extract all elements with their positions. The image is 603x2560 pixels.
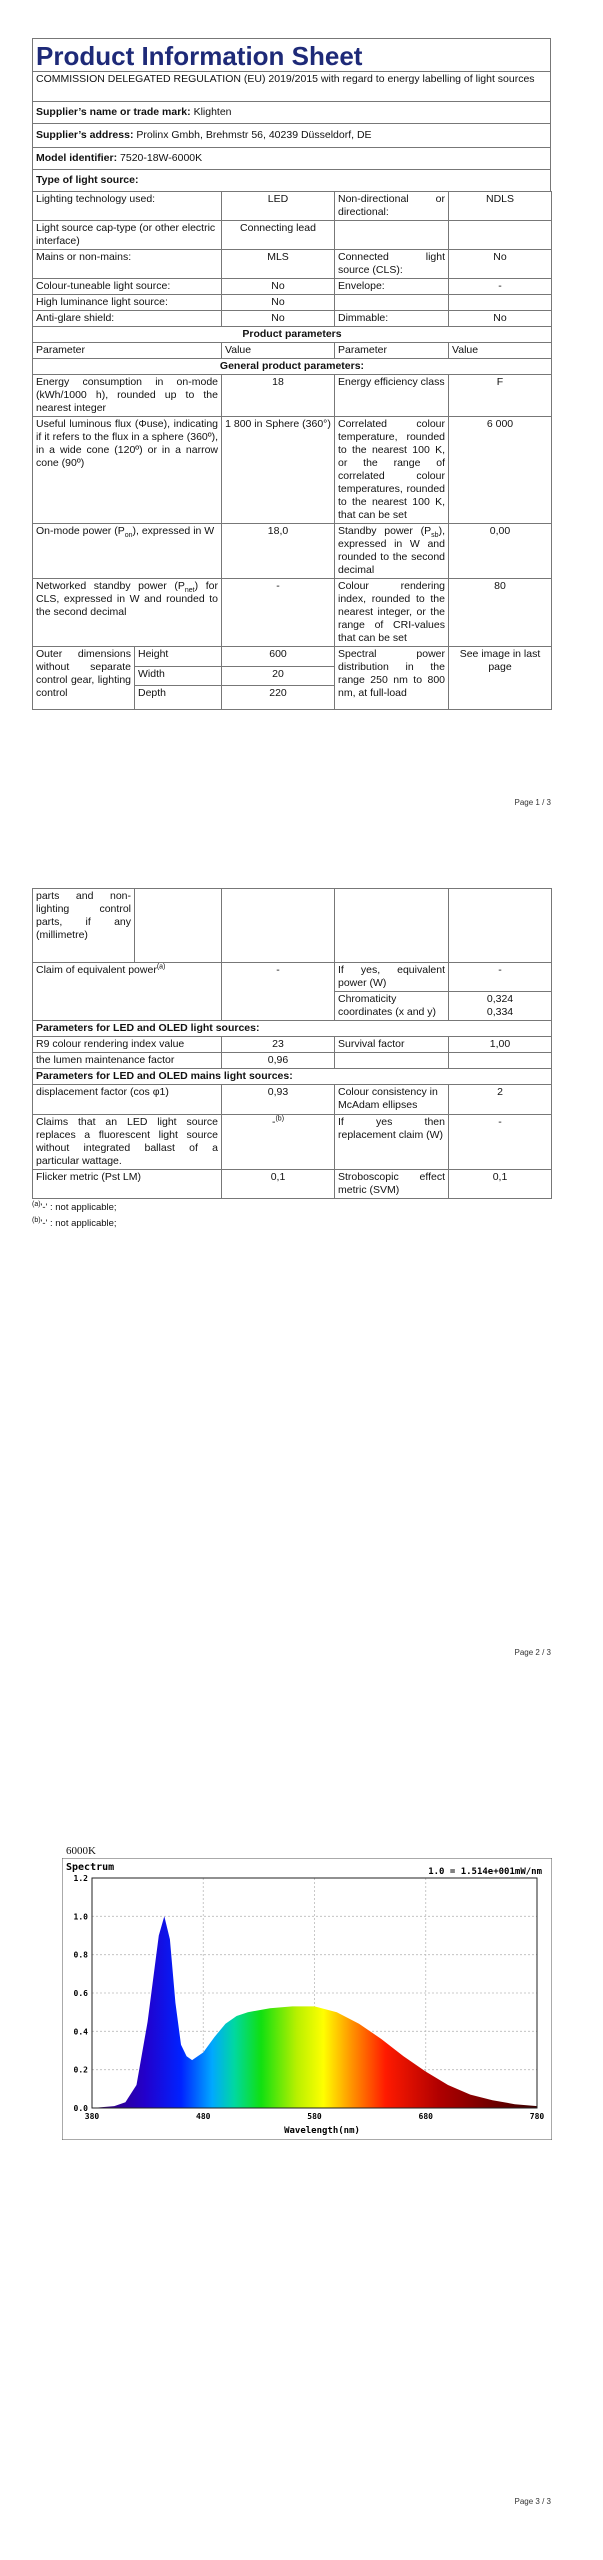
type-row: Lighting technology used: LED Non-directional or directional: NDLS: [33, 192, 552, 221]
param-row: the lumen maintenance factor 0,96: [33, 1053, 552, 1069]
page-number: Page 1 / 3: [514, 798, 551, 807]
cri-value: 80: [449, 579, 552, 647]
param-row: [33, 524, 552, 579]
chart-color-temperature-tag: 6000K: [66, 1845, 96, 1857]
equivalent-power-value: -: [449, 963, 552, 992]
y-tick-label: 0.0: [73, 2104, 88, 2113]
y-tick-label: 1.0: [73, 1912, 88, 1922]
model-label: Model identifier:: [36, 152, 118, 164]
product-parameters-heading: Product parameters: [33, 327, 552, 343]
standby-value: 0,00: [449, 524, 552, 579]
network-label: Networked standby power $(P_{net})$ for CLS, expressed in W and rounded to the second decimal: [33, 579, 222, 647]
supplier-address-label: Supplier’s address:: [36, 129, 134, 141]
supplier-name-value: Klighten: [193, 106, 232, 118]
cri-label: Colour rendering index, rounded to the nearest integer, or the range of CRI-values that can be set: [335, 579, 449, 647]
type-row: Mains or non-mains: MLS Connected light source (CLS): No: [33, 250, 552, 279]
supplier-name-row: [33, 102, 551, 124]
sheet-page-1: [32, 38, 551, 710]
y-tick-label: 0.4: [73, 2027, 88, 2037]
network-value: -: [222, 579, 335, 647]
dimensions-label-continued: parts and non-lighting control parts, if any (millimetre): [33, 889, 135, 963]
param-row: Useful luminous flux (Φuse), indicating if it refers to the flux in a sphere (360º), in a wide cone (120º) or in a narrow cone (90º) 1 800 in Sphere (360°) Correlated colour temperature, rounded to the nearest 100 K, or the range of correlated colour temperatures, rounded to the nearest 100 K, that can be set 6 000: [33, 417, 552, 524]
chart-scale-note: 1.0 = 1.514e+001mW/nm: [428, 1867, 542, 1877]
footnote-a: $^{(a)}$'-' : not applicable;: [32, 1200, 117, 1213]
param-row: R9 colour rendering index value 23 Survival factor 1,00: [33, 1037, 552, 1053]
type-heading: Type of light source:: [33, 170, 551, 192]
mains-parameters-heading: Parameters for LED and OLED mains light sources:: [33, 1069, 552, 1085]
page-number: Page 3 / 3: [514, 2497, 551, 2506]
param-row: displacement factor (cos φ1) 0,93 Colour consistency in McAdam ellipses 2: [33, 1085, 552, 1115]
fluorescent-claim-value: -$^{(b)}$: [222, 1115, 335, 1170]
supplier-address-value: Prolinx Gmbh, Brehmstr 56, 40239 Düsseldorf, DE: [136, 129, 372, 141]
column-header-row: Parameter Value Parameter Value: [33, 343, 552, 359]
type-row: Light source cap-type (or other electric interface) Connecting lead: [33, 221, 552, 250]
param-row: Outer dimensions without separate control gear, lighting control Height 600 Spectral power distribution in the range 250 nm to 800 nm, at full-load See image in last page: [33, 647, 552, 667]
x-tick-label: 580: [307, 2112, 322, 2121]
onmode-value: 18,0: [222, 524, 335, 579]
model-row: [33, 148, 551, 170]
chromaticity-label: Chromaticity coordinates (x and y): [335, 992, 449, 1021]
claim-label: Claim of equivalent power$^{(a)}$: [33, 963, 222, 1021]
page-number: Page 2 / 3: [514, 1648, 551, 1657]
x-axis-label: Wavelength(nm): [284, 2126, 360, 2136]
spec-table: Lighting technology used: LED Non-directional or directional: NDLS Light source cap-type (or other electric interface) Connecting lead Mains or non-mains: MLS Connected light source (CLS): No Colour-tuneable light source: No Envelope: - High luminance light source: No Anti-glare shield: No Dimmable: No Product parameters Parameter Value Parameter Value General product parameters: Energy consumption in on-mode (kWh/1000 h), rounded up to the nearest integer 18 Energy efficiency class F Useful luminous flux (Φuse), indicating if it refers to the flux in a sphere (360º), in a wide cone (120º) or in a narrow cone (90º) 1 800 in Sphere (360°) Correlated colour temperature, rounded to the nearest 100 K, or the range of correlated colour temperatures, rounded to the nearest 100 K, that can be set 6 000 On-mode power $(P_{on})$, expressed in W 18,0 Standby power $(P_{sb})$, expressed in W and rounded to the second decimal 0,00 Networked standby power $(P_{net})$ for CLS, expressed in W and rounded to the second decimal - Colour rendering index, rounded to the nearest integer, or the range of CRI-values that can be set 80 Outer dimensions without separate control gear, lighting control Height 600 Spectral power distribution in the range 250 nm to 800 nm, at full-load See image in last page Width 20 Depth 220: [32, 191, 552, 710]
param-row: Flicker metric (Pst LM) 0,1 Stroboscopic effect metric (SVM) 0,1: [33, 1170, 552, 1199]
supplier-address-row: [33, 124, 551, 148]
y-tick-label: 0.2: [73, 2065, 88, 2075]
x-tick-label: 780: [529, 2112, 545, 2121]
equivalent-power-label: If yes, equivalent power (W): [335, 963, 449, 992]
header-table: [32, 38, 551, 192]
regulation-text: COMMISSION DELEGATED REGULATION (EU) 2019/2015 with regard to energy labelling of light sources: [33, 72, 551, 102]
chart-title: Spectrum: [66, 1862, 115, 1873]
supplier-name-label: Supplier’s name or trade mark:: [36, 106, 191, 118]
spec-table-continued: [32, 888, 552, 1199]
spd-label: Spectral power distribution in the range 250 nm to 800 nm, at full-load: [335, 647, 449, 710]
spectrum-chart: [62, 1858, 552, 2140]
model-value: 7520-18W-6000K: [120, 152, 203, 164]
dimensions-label: Outer dimensions without separate control gear, lighting control: [33, 647, 135, 710]
chromaticity-value: 0,324 0,334: [449, 992, 552, 1021]
general-parameters-heading: General product parameters:: [33, 359, 552, 375]
type-row: Anti-glare shield: No Dimmable: No: [33, 311, 552, 327]
page-title: Product Information Sheet: [33, 39, 551, 72]
onmode-label: On-mode power $(P_{on})$, expressed in W: [33, 524, 222, 579]
led-parameters-heading: Parameters for LED and OLED light sources:: [33, 1021, 552, 1037]
param-row: Claims that an LED light source replaces a fluorescent light source without integrated ballast of a particular wattage. -$^{(b)}$ If yes then replacement claim (W) -: [33, 1115, 552, 1170]
standby-label: Standby power $(P_{sb})$, expressed in W and rounded to the second decimal: [335, 524, 449, 579]
type-row: Colour-tuneable light source: No Envelope: -: [33, 279, 552, 295]
spd-value: See image in last page: [449, 647, 552, 710]
footnote-b: $^{(b)}$'-' : not applicable;: [32, 1216, 117, 1229]
param-row: [33, 579, 552, 647]
x-tick-label: 480: [196, 2112, 211, 2121]
sheet-page-2: [32, 888, 551, 1230]
type-row: High luminance light source: No: [33, 295, 552, 311]
param-row: [33, 963, 552, 992]
x-tick-label: 680: [418, 2112, 433, 2121]
param-row: Energy consumption in on-mode (kWh/1000 h), rounded up to the nearest integer 18 Energy efficiency class F: [33, 375, 552, 417]
y-tick-label: 0.6: [73, 1989, 88, 1998]
y-tick-label: 1.2: [73, 1874, 88, 1883]
y-tick-label: 0.8: [73, 1950, 88, 1960]
claim-value: -: [222, 963, 335, 1021]
x-tick-label: 380: [84, 2112, 100, 2121]
